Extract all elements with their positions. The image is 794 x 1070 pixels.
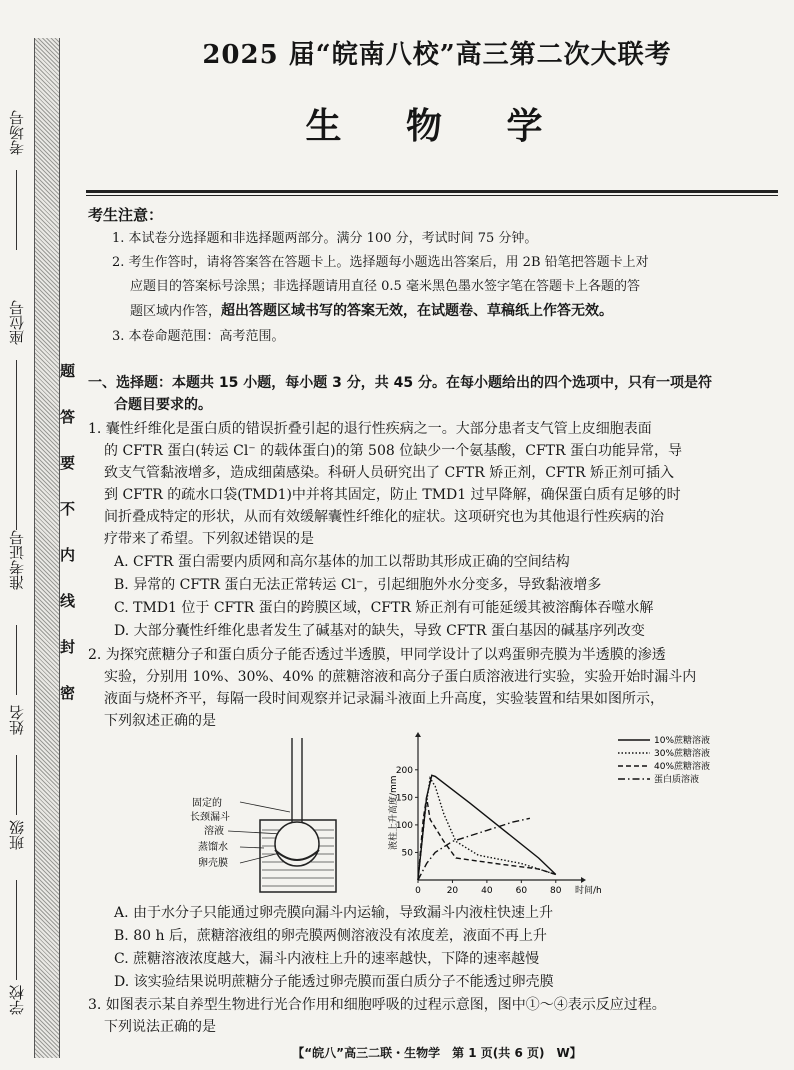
series-line-2 (418, 778, 556, 880)
question-3-stem (88, 994, 778, 1038)
y-axis-arrow (415, 732, 421, 737)
class-label: 班级 (8, 820, 26, 850)
chart-series (418, 775, 556, 880)
class-line (16, 880, 17, 980)
x-axis-arrow (581, 877, 586, 883)
label-funnel-2: 长颈漏斗 (190, 812, 230, 823)
x-tick-label: 80 (550, 886, 562, 896)
label-solution: 溶液 (204, 826, 224, 837)
label-membrane: 卵壳膜 (198, 858, 228, 869)
ticket-label: 准考证号 (8, 530, 26, 590)
chart-y-label: 液柱上升高度/mm (389, 775, 399, 850)
section-heading (88, 372, 778, 416)
ticket-line (16, 625, 17, 695)
section-line-2: 合题目要求的。 (114, 397, 212, 413)
x-tick-label: 40 (481, 886, 493, 896)
header-rule-thin (86, 195, 778, 196)
notice-warning: 超出答题区域书写的答案无效，在试题卷、草稿纸上作答无效。 (221, 303, 614, 319)
q1-line: 1. 囊性纤维化是蛋白质的错误折叠引起的退行性疾病之一。大部分患者支气管上皮细胞表面 (88, 421, 652, 437)
notice-item-2c-pre: 题区域内作答， (130, 304, 222, 319)
seat-label: 座位号 (8, 300, 26, 345)
q1-option-b: B. 异常的 CFTR 蛋白无法正常转运 Cl⁻，引起细胞外水分变多，导致黏液增多 (114, 577, 602, 593)
x-tick-label: 0 (415, 886, 421, 896)
q1-option-c: C. TMD1 位于 CFTR 蛋白的跨膜区域，CFTR 矫正剂有可能延缓其被溶酶体吞噬水解 (114, 600, 654, 616)
notice-item-2c (130, 300, 790, 323)
notice-item-3: 3. 本卷命题范围：高考范围。 (112, 329, 285, 344)
q3-line: 3. 如图表示某自养型生物进行光合作用和细胞呼吸的过程示意图，图中①～④表示反应过程。 (88, 997, 666, 1013)
seal-char: 封 (60, 638, 76, 656)
seal-char: 题 (60, 362, 76, 380)
q2-line: 实验，分别用 10%、30%、40% 的蔗糖溶液和高分子蛋白质溶液进行实验，实验开始时漏斗内 (104, 669, 697, 685)
q2-option-b: B. 80 h 后，蔗糖溶液组的卵壳膜两侧溶液没有浓度差，液面不再上升 (114, 928, 547, 944)
seal-text (60, 360, 82, 728)
question-2-stem (88, 644, 778, 732)
page-footer: 【“皖八”高三二联・生物学 第 1 页(共 6 页) W】 (292, 1046, 582, 1060)
pointer-funnel (240, 802, 290, 812)
chart-legend (618, 734, 710, 785)
y-tick-label: 50 (401, 848, 413, 859)
y-tick-label: 200 (395, 765, 413, 776)
legend-label-3: 40%蔗糖溶液 (654, 762, 711, 772)
x-tick-label: 20 (446, 886, 459, 896)
legend-label-1: 10%蔗糖溶液 (654, 736, 711, 746)
q1-line: 的 CFTR 蛋白(转运 Cl⁻ 的载体蛋白)的第 508 位缺少一个氨基酸，CFTR 蛋白功能异常，导 (104, 443, 682, 459)
exam-room-label: 考场号 (8, 110, 26, 155)
pointer-solution (228, 831, 282, 834)
q2-line: 下列叙述正确的是 (104, 713, 216, 729)
seal-char: 答 (60, 408, 76, 426)
seal-char: 密 (60, 684, 76, 702)
q2-option-c: C. 蔗糖溶液浓度越大，漏斗内液柱上升的速率越快，下降的速率越慢 (114, 951, 540, 967)
section-line-1: 一、选择题：本题共 15 小题，每小题 3 分，共 45 分。在每小题给出的四个选项中，只有一项是符 (88, 375, 712, 391)
chart-x-label: 时间/h (575, 886, 602, 896)
notice-item-1: 1. 本试卷分选择题和非选择题两部分。满分 100 分，考试时间 75 分钟。 (112, 231, 538, 246)
binding-strip (0, 0, 84, 1070)
q1-line: 疗带来了希望。下列叙述错误的是 (104, 531, 314, 547)
y-tick-label: 100 (395, 820, 413, 831)
q1-line: 致支气管黏液增多，造成细菌感染。科研人员研究出了 CFTR 矫正剂，CFTR 矫正剂可插入 (104, 465, 674, 481)
notice-item-2a: 2. 考生作答时，请将答案答在答题卡上。选择题每小题选出答案后，用 2B 铅笔把答题卡上对 (112, 255, 649, 270)
q1-line: 到 CFTR 的疏水口袋(TMD1)中并将其固定，防止 TMD1 过早降解，确保蛋白质有足够的时 (104, 487, 681, 503)
seal-char: 内 (60, 546, 76, 564)
q2-option-a: A. 由于水分子只能通过卵壳膜向漏斗内运输，导致漏斗内液柱快速上升 (114, 905, 554, 921)
q1-option-a: A. CFTR 蛋白需要内质网和高尔基体的加工以帮助其形成正确的空间结构 (114, 554, 570, 570)
chart-axes (415, 732, 586, 883)
exam-room-line (16, 170, 17, 250)
legend-label-2: 30%蔗糖溶液 (654, 749, 711, 759)
exam-title: 2025 届“皖南八校”高三第二次大联考 (202, 40, 672, 70)
y-tick-label: 150 (395, 793, 413, 804)
question-1-stem (88, 418, 778, 550)
seal-char: 线 (60, 592, 76, 610)
series-line-1 (418, 775, 556, 880)
name-label: 姓名 (8, 705, 26, 735)
label-funnel-1: 固定的 (192, 798, 222, 809)
seal-char: 要 (60, 454, 76, 472)
q2-option-d: D. 该实验结果说明蔗糖分子能透过卵壳膜而蛋白质分子不能透过卵壳膜 (114, 974, 554, 990)
name-line (16, 755, 17, 815)
osmosis-line-chart (378, 728, 782, 900)
legend-label-4: 蛋白质溶液 (654, 775, 700, 785)
school-label: 学校 (8, 985, 26, 1015)
notice-item-2b: 应题目的答案标号涂黑；非选择题请用直径 0.5 毫米黑色墨水签字笔在答题卡上各题的答 (130, 279, 640, 294)
notice-heading: 考生注意： (88, 206, 164, 224)
seal-char: 不 (60, 500, 76, 518)
q2-line: 2. 为探究蔗糖分子和蛋白质分子能否透过半透膜，甲同学设计了以鸡蛋卵壳膜为半透膜的渗透 (88, 647, 666, 663)
seal-hatch (34, 38, 60, 1058)
label-water: 蒸馏水 (198, 842, 228, 853)
x-tick-label: 60 (515, 886, 528, 896)
q1-option-d: D. 大部分囊性纤维化患者发生了碱基对的缺失，导致 CFTR 蛋白基因的碱基序列改变 (114, 623, 645, 639)
seat-line (16, 360, 17, 530)
chart-ticks (396, 766, 562, 896)
q2-line: 液面与烧杯齐平，每隔一段时间观察并记录漏斗液面上升高度，实验装置和结果如图所示， (104, 691, 664, 707)
subject-title: 生 物 学 (305, 105, 569, 147)
header-rule (86, 190, 778, 193)
q3-line: 下列说法正确的是 (104, 1019, 216, 1035)
q1-line: 间折叠成特定的形状，从而有效缓解囊性纤维化的症状。这项研究也为其他退行性疾病的治 (104, 509, 664, 525)
